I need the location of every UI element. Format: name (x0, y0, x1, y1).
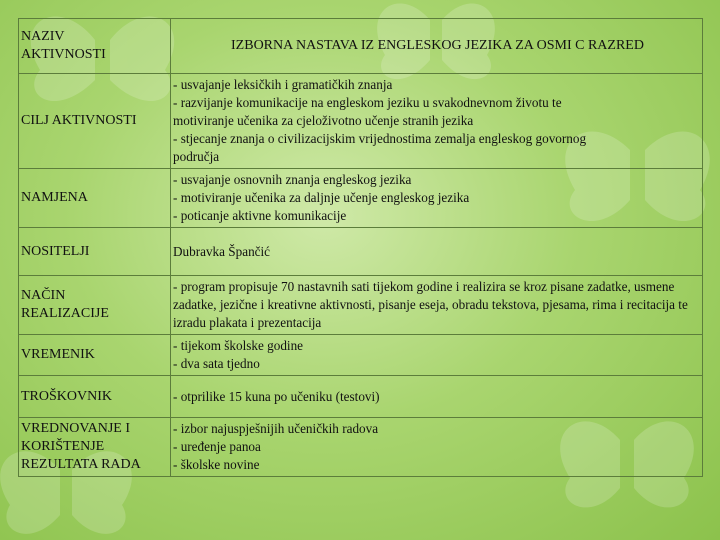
label-line: AKTIVNOSTI (21, 47, 106, 62)
vrednovanje-content (171, 418, 703, 477)
label-vrednovanje (19, 418, 171, 477)
row-nacin (19, 276, 703, 335)
content-line: - izbor najuspješnijih učeničkih radova (173, 421, 379, 436)
content-line: - uređenje panoa (173, 439, 261, 454)
content-line: - dva sata tjedno (173, 356, 260, 371)
row-vrednovanje (19, 418, 703, 477)
troskovnik-value: - otprilike 15 kuna po učeniku (testovi) (171, 376, 703, 418)
label-vremenik: VREMENIK (19, 335, 171, 376)
label-namjena: NAMJENA (19, 169, 171, 228)
label-line: NAZIV (21, 29, 65, 44)
activity-title: IZBORNA NASTAVA IZ ENGLESKOG JEZIKA ZA OSMI C RAZRED (171, 19, 703, 74)
row-cilj (19, 74, 703, 169)
nacin-content (171, 276, 703, 335)
label-nositelji: NOSITELJI (19, 228, 171, 276)
row-naziv (19, 19, 703, 74)
label-line: NAČIN (21, 288, 66, 303)
label-troskovnik: TROŠKOVNIK (19, 376, 171, 418)
row-vremenik (19, 335, 703, 376)
content-line: - tijekom školske godine (173, 338, 304, 353)
label-line: KORIŠTENJE (21, 439, 105, 454)
row-nositelji (19, 228, 703, 276)
label-line: REZULTATA RADA (21, 457, 141, 472)
content-line: - stjecanje znanja o civilizacijskim vrijednostima zemalja engleskog govornog (173, 131, 587, 146)
label-line: REALIZACIJE (21, 306, 109, 321)
label-cilj-aktivnosti: CILJ AKTIVNOSTI (19, 74, 171, 169)
content-text: - program propisuje 70 nastavnih sati tijekom godine i realizira se kroz pisane zadatke, usmene zadatke, jezične i kreativne aktivnosti, pisanje eseja, obradu tekstova, pjesama, rima i recitacija te izradu plakata i prezentacija (173, 279, 688, 330)
content-line: - razvijanje komunikacije na engleskom jeziku u svakodnevnom životu te (173, 95, 562, 110)
cilj-content (171, 74, 703, 169)
content-line: područja (173, 149, 220, 164)
namjena-content (171, 169, 703, 228)
label-line: VREDNOVANJE I (21, 421, 131, 436)
row-troskovnik (19, 376, 703, 418)
content-line: - školske novine (173, 457, 260, 472)
activity-table (18, 18, 703, 477)
content-line: - usvajanje leksičkih i gramatičkih znanja (173, 77, 393, 92)
content-line: - motiviranje učenika za daljnje učenje engleskog jezika (173, 190, 470, 205)
row-namjena (19, 169, 703, 228)
content-line: - poticanje aktivne komunikacije (173, 208, 347, 223)
content-line: - usvajanje osnovnih znanja engleskog jezika (173, 172, 412, 187)
content-line: motiviranje učenika za cjeloživotno učenje stranih jezika (173, 113, 474, 128)
label-nacin-realizacije (19, 276, 171, 335)
vremenik-content (171, 335, 703, 376)
nositelji-value: Dubravka Špančić (171, 228, 703, 276)
label-naziv-aktivnosti (19, 19, 171, 74)
